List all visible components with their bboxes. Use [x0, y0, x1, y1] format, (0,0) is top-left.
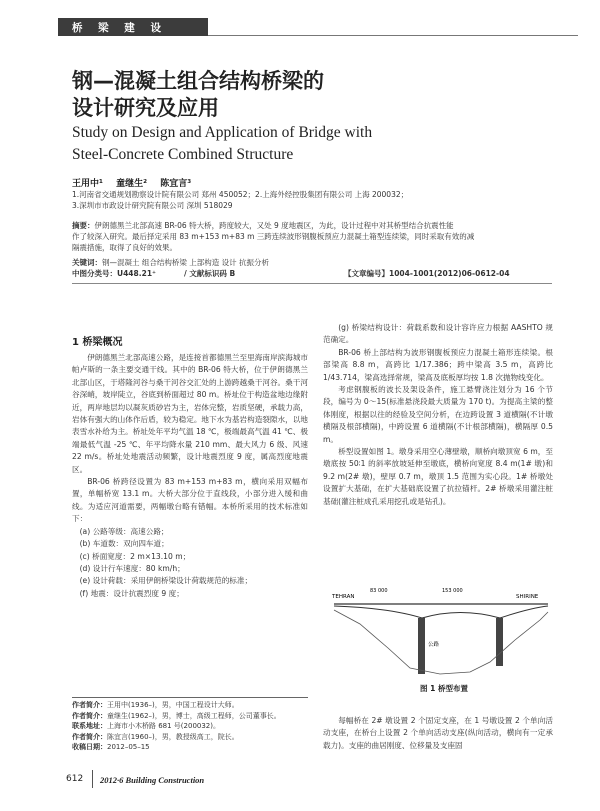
- divider: [72, 283, 552, 284]
- list-item: (e) 设计荷载：采用伊朗桥梁设计荷载规范的标准；: [79, 576, 253, 586]
- article-number: 【文章编号】1004-1001(2012)06-0612-04: [344, 269, 510, 278]
- left-column: [72, 352, 308, 600]
- label-tehran: TEHRAN: [332, 594, 355, 600]
- ground-line: [334, 610, 548, 674]
- dim-side-span: 83 000: [370, 588, 388, 594]
- paragraph: (g) 桥梁结构设计：荷载系数和设计容许应力根据 AASHTO 规范确定。: [323, 323, 553, 345]
- paragraph: BR-06 桥上部结构为波形钢腹板预应力混凝土箱形连续梁。根部梁高 8.8 m，高跨比 1/17.386；跨中梁高 3.5 m，高跨比 1/43.714，梁高选择常规，梁高及底板厚均按 1.8 次抛物线变化。: [323, 347, 553, 382]
- paragraph: BR-06 桥跨径设置为 83 m+153 m+83 m，横向采用双幅布置，单幅桥宽 13.1 m。大桥大部分位于直线段，小部分进入缓和曲线。为适应河道需要，两幅墩台略有错幅。本桥所采用的技术标准如下：: [72, 477, 308, 524]
- footnote-label: 联系地址：: [72, 722, 107, 730]
- abstract-line2: 作了较深入研究。最后择定采用 83 m+153 m+83 m 三跨连续波形钢腹板预应力混凝土箱型连续梁，同时采取有效的减: [72, 232, 475, 241]
- girder-profile: [334, 606, 548, 618]
- paragraph: 伊朗德黑兰北部高速公路，是连接首都德黑兰至里海南岸滨海城市帕卢斯的一条主要交通干线。其中的 BR-06 特大桥，位于伊朗德黑兰北部山区，于塔隆河谷与桑干河谷交汇处的上游跨越桑干河谷。桑干河谷深峭，坡岸陡立，谷底到桥面超过 80 m。桥址位于构造盆地边缘附近，两岸地层均以凝灰质砂岩为主，岩体完整，岩质坚硬，承载力高，岩体有强大的山体作后盾，较为稳定。地下水为基岩构造裂隙水，以地表雪水补给为主。桥址处年平均气温 18 ℃，极端最高气温 41 ℃、极端最低气温 -25 ℃、年平均降水量 210 mm、最大风力 6 级、风速 22 m/s。桥址处地震活动频繁，设计地震烈度 9 度，属高烈度地震区。: [72, 353, 308, 474]
- abstract: [72, 220, 542, 253]
- footer-divider: [92, 770, 93, 788]
- footnote: [72, 742, 281, 753]
- figure-caption: 图 1 桥型布置: [420, 684, 468, 693]
- abstract-line3: 隔震措施，取得了良好的效果。: [72, 243, 177, 252]
- footnote: [72, 711, 281, 722]
- footnote: [72, 700, 281, 711]
- list-item: (f) 地震：设计抗震烈度 9 度；: [79, 588, 184, 598]
- title-en-line1: Study on Design and Application of Bridge with: [72, 124, 373, 141]
- title-zh-line2: 设计研究及应用: [72, 96, 219, 120]
- right-column: [323, 322, 553, 508]
- abstract-label: 摘要：: [72, 221, 95, 230]
- footnote-text: 2012–05–15: [107, 743, 150, 751]
- authors: [72, 176, 201, 189]
- keywords: [72, 257, 269, 268]
- author-1: 王用中¹: [72, 179, 103, 189]
- section-title: 1 桥梁概况: [72, 337, 123, 348]
- footnote: [72, 721, 281, 732]
- keywords-label: 关键词：: [72, 258, 102, 267]
- paragraph: 考虑钢腹板的波长及架设条件，施工悬臂浇注划分为 16 个节段，编号为 0～15(标准悬浇段最大质量为 170 t)。为提高主梁的整体刚度，根据以往的经验及空间分析，在边跨设置 3 道横隔(不计墩横隔及根部横隔)，中跨设置 6 道横隔(不计根部横隔)，横隔厚 0.5 m。: [323, 385, 553, 444]
- title-en: [72, 122, 372, 166]
- footnote-text: 王用中(1936–)，男，中国工程设计大师。: [107, 701, 239, 709]
- affiliation-2: 3.深圳市市政设计研究院有限公司 深圳 518029: [72, 201, 233, 210]
- paragraph: 桥型设置如图 1。墩身采用空心薄壁墩，顺桥向墩顶宽 6 m，至墩底按 50∶1 的斜率放坡延伸至墩底，横桥向宽度 8.4 m(1# 墩)和 9.2 m(2# 墩)，壁厚 0.7 m，墩顶 1.5 范围为实心段。1# 桥墩处设置扩大基础，在扩大基础底设置了抗拉锚杆。2# 桥墩采用灌注桩基础(灌注桩成孔采用挖孔或是钻孔)。: [323, 447, 553, 506]
- clc-code: 中图分类号：U448.21⁺: [72, 269, 156, 278]
- title-en-line2: Steel-Concrete Combined Structure: [72, 146, 294, 163]
- classification: [72, 268, 552, 279]
- doc-code: / 文献标识码 B: [184, 269, 236, 278]
- list-item: (d) 设计行车速度：80 km/h；: [79, 563, 185, 573]
- label-road: 公路: [428, 642, 440, 648]
- footnote-label: 收稿日期：: [72, 743, 107, 751]
- dim-main-span: 153 000: [442, 588, 463, 594]
- pier-2: [496, 618, 503, 666]
- footnote-text: 上海市小木桥路 681 号(200032)。: [107, 722, 220, 730]
- footnote: [72, 732, 281, 743]
- keywords-text: 钢—混凝土 组合结构桥梁 上部构造 设计 抗振分析: [102, 258, 270, 267]
- list-item: (c) 桥面宽度：2 m×13.10 m；: [79, 551, 191, 561]
- label-shirine: SHIRINE: [516, 594, 539, 600]
- author-3: 陈宜言³: [160, 179, 192, 189]
- journal-name: 2012·6 Building Construction: [100, 775, 205, 785]
- bridge-layout-figure: [330, 584, 552, 679]
- pier-1: [418, 618, 425, 674]
- footnote-label: 作者简介：: [72, 732, 107, 741]
- footnote-text: 童继生(1962–)，男，博士，高级工程师，公司董事长。: [107, 711, 281, 720]
- section-header: 桥 梁 建 设: [72, 22, 167, 34]
- header-divider: [208, 35, 578, 36]
- page-number: 612: [66, 774, 84, 784]
- affiliation-1: 1.河南省交通规划勘察设计院有限公司 郑州 450052；2.上海外经控股集团有限公司 上海 200032；: [72, 190, 409, 199]
- footnote-divider: [72, 697, 308, 698]
- footnotes: [72, 700, 281, 753]
- abstract-line1: 伊朗德黑兰北部高速 BR-06 特大桥，跨度较大，又处 9 度地震区，为此，设计过程中对其桥型结合抗震性能: [94, 221, 454, 230]
- footnote-label: 作者简介：: [72, 701, 107, 709]
- title-zh: [72, 68, 324, 122]
- author-2: 童继生²: [116, 179, 148, 189]
- list-item: (b) 车道数：双向四车道；: [79, 539, 169, 549]
- title-zh-line1: 钢—混凝土组合结构桥梁的: [72, 69, 324, 93]
- footnote-text: 陈宜言(1960–)，男，教授级高工，院长。: [107, 732, 239, 741]
- footnote-label: 作者简介：: [72, 711, 107, 720]
- bottom-paragraph: [323, 715, 553, 752]
- paragraph: 每幅桥在 2# 墩设置 2 个固定支座，在 1 号墩设置 2 个单向活动支座，在桥台上设置 2 个单向活动支座(纵向活动，横向有一定承载力)。支座的曲居刚度、位移量及支座固: [323, 716, 553, 750]
- list-item: (a) 公路等级：高速公路；: [79, 526, 169, 536]
